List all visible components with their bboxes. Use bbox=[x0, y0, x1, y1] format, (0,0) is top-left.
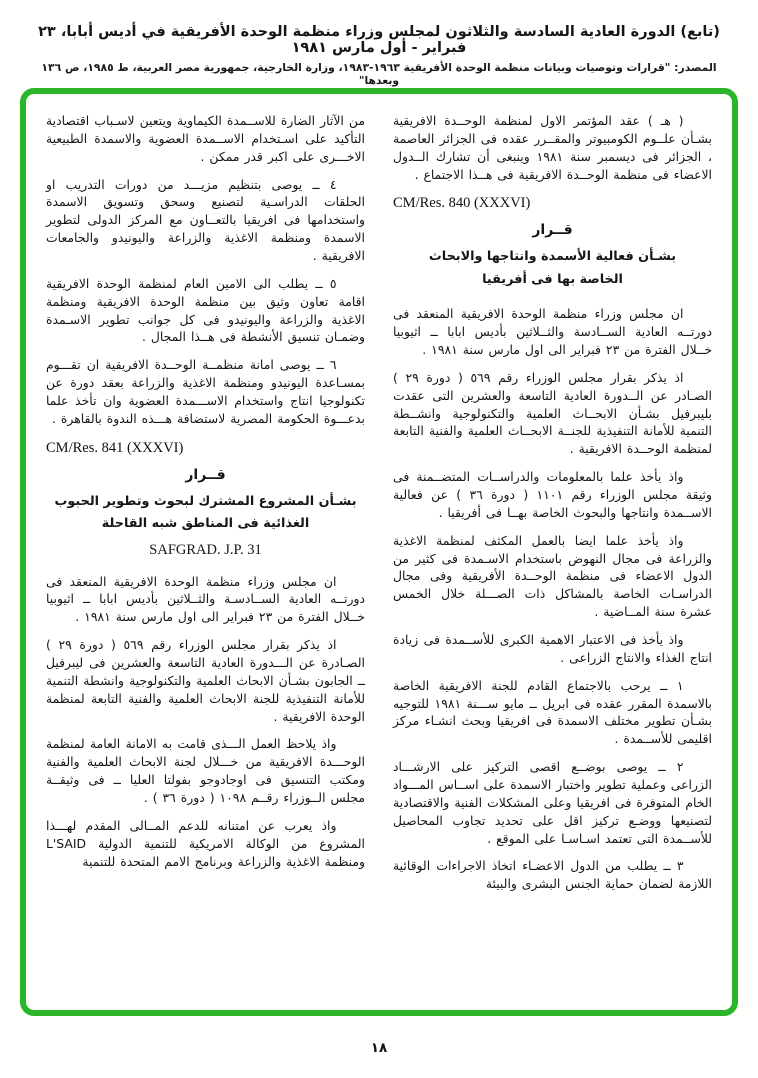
paragraph: واذ يأخذ علما ايضا بالعمل المكثف لمنظمة الاغذية والزراعة فى مجال النهوض باستخدام الاسـمدة فى كثير من الدول الاعضاء فى منظمة الوحــدة الأفريقية وفى مجال الدراسـات الخاصة بالمشاكل ذات الصـــلة خلال الخمس عشرة سنة المــاضية . bbox=[393, 532, 712, 620]
paragraph: ان مجلس وزراء منظمة الوحدة الافريقية المنعقد فى دورتــه العادية الســادسـة والثــلاثين بأديس ابابا ــ اثيوبيا خــلال الفترة من ٢٣ فبراير الى اول مارس سنة ١٩٨١ . bbox=[46, 573, 365, 625]
paragraph: اذ يذكر بقرار مجلس الوزراء رقم ٥٦٩ ( دورة ٢٩ ) الصـادر عن الــدورة العادية التاسعة والعشرين التى عقدت بليبرفيل بشـأن الابحــاث العلمية والتكنولوجية وانشــطة التنمية للأمانة التنفيذية للجنــة الابحــاث العلمية والفنية التابعة لمنظمة الوحــدة الافريقية . bbox=[393, 369, 712, 457]
header-session-title: (تابع) الدورة العادية السادسة والثلاثون لمجلس وزراء منظمة الوحدة الأفريقية في أديس أبابا، ٢٣ فبراير - أول مارس ١٩٨١ bbox=[38, 24, 720, 56]
resolution-title: قــرار bbox=[185, 466, 226, 483]
resolution-subtitle-line1: بشـأن فعالية الأسمدة وانتاجها والابحاث bbox=[428, 249, 677, 265]
resolution-title: قــرار bbox=[532, 222, 573, 239]
resolution-841-heading bbox=[46, 467, 365, 559]
resolution-subtitle-line2: الغذائية فى المناطق شبه القاحلة bbox=[101, 516, 310, 532]
header-source-line: المصدر: "قرارات وتوصيات وبيانات منظمة الوحدة الأفريقية ١٩٦٣-١٩٨٣، وزارة الخارجية، جمهورية مصر العربية، ط ١٩٨٥، ص ١٣٦ وبعدها" bbox=[41, 61, 717, 87]
page-number: ١٨ bbox=[370, 1040, 388, 1056]
content-border-box bbox=[20, 88, 738, 1016]
resolution-ref-840: CM/Res. 840 (XXXVI) bbox=[393, 195, 531, 212]
paragraph-numbered-2: ٢ ــ يوصى بوضــع اقصى التركيز على الارشـــاد الزراعى وعملية تطوير واختبار الاسمدة على اســاس المـــواد الخام المتوفرة فى افريقيا وعلى المشكلات الفنية والاقتصادية لتصنيعها ووضـع تركيز اقل على تحديد تجاوب المحاصيل للأســمدة التى تعتمد اسـاسـا على الموقع . bbox=[393, 759, 712, 846]
paragraph: ان مجلس وزراء منظمة الوحدة الافريقية المنعقد فى دورتــه العادية الســادسة والثــلاثين بأديس ابابا ــ اثيوبيا خــلال الفترة من ٢٣ فبراير الى اول مارس سنة ١٩٨١ . bbox=[393, 306, 712, 357]
paragraph-continuation: من الآثار الضارة للاســمدة الكيماوية ويتعين لاسـباب اقتصادية التأكيد على اسـتخدام الاســمدة العضوية والاسمدة الطبيعية الاخـــرى على اكبر قدر ممكن . bbox=[46, 113, 365, 164]
paragraph-numbered-4: ٤ ــ يوصى بتنظيم مزيـــد من دورات التدريب او الحلقات الدراسـية لتصنيع وسحق وتسويق الاسمدة واستخدامها فى افريقيا بالتعــاون مع المركز الدولى لتطوير الاسمدة ومنظمة الاغذية والزراعة واليونيدو والجامعات الافريقية . bbox=[46, 176, 365, 264]
paragraph: واذ يأخذ علما بالمعلومات والدراســات المتضــمنة فى وثيقة مجلس الوزراء رقم ١١٠١ ( دورة ٣٦ ) عن فعالية الاســمدة وانتاجها والبحوث الخاصة بهــا فى أفريقيا . bbox=[393, 469, 712, 520]
paragraph: اذ يذكر بقرار مجلس الوزراء رقم ٥٦٩ ( دورة ٢٩ ) الصـادرة عن الـــدورة العادية التاسعة والعشرين فى ليبرفيل ــ الجابون بشـأن الابحاث العلمية والتكنولوجية وانشطة التنمية للأمانة التنفيذية للجنة الابحاث العلمية والفنية التابعة لمنظمة الوحدة الافريقية . bbox=[46, 637, 365, 724]
column-right bbox=[393, 112, 712, 903]
resolution-subtitle-line1: بشـأن المشروع المشترك لبحوث وتطوير الحبوب bbox=[54, 493, 357, 509]
paragraph: واذ يأخذ فى الاعتبار الاهمية الكبرى للأســمدة فى زيادة انتاج الغذاء والانتاج الزراعى . bbox=[393, 631, 712, 665]
paragraph-item-e: ( هـ ) عقد المؤتمر الاول لمنظمة الوحــدة الافريقية بشـأن علــوم الكومبيوتر والمقــرر عقده فى الجزائر العاصمة ، الجزائر فى ديسمبر سنة ١٩٨١ وينبغى أن تشارك الــدول الاعضاء فى منظمة الوحــدة الافريقية فى هــذا الاجتماع . bbox=[393, 113, 713, 182]
page-header bbox=[0, 0, 758, 87]
paragraph-numbered-5: ٥ ــ يطلب الى الامين العام لمنظمة الوحدة الافريقية اقامة تعاون وثيق بين منظمة الوحدة الافريقية ومنظمة الاغذية والزراعة واليونيدو فى كل جوانب تطوير الاسـمدة وضمـان تنسيق الأنشطة فى هــذا المجال . bbox=[46, 275, 365, 345]
resolution-ref-841: CM/Res. 841 (XXXVI) bbox=[46, 439, 184, 456]
two-column-layout bbox=[46, 112, 712, 903]
resolution-subtitle-line2: الخاصة بها فى أفريقيا bbox=[482, 271, 623, 287]
paragraph: واذ يعرب عن امتنانه للدعم المــالى المقدم لهـــذا المشروع من الوكالة الامريكية للتنمية الدولية L'SAID ومنظمة الاغذية والزراعة وبرنامج الامم المتحدة للتنمية bbox=[46, 817, 365, 869]
resolution-project-code: SAFGRAD. J.P. 31 bbox=[149, 541, 262, 558]
column-left bbox=[46, 112, 365, 903]
resolution-840-heading bbox=[393, 222, 712, 291]
paragraph: واذ يلاحظ العمل الـــذى قامت به الامانة العامة لمنظمة الوحـــدة الافريقية من خـــلال لجنة الابحاث العلمية والفنية ومكتب التنسيق فى اوجادوجو بفولتا العليا ــ فى وثيقــة مجلس الــوزراء رقــم ١٠٩٨ ( دورة ٣٦ ) . bbox=[46, 736, 365, 805]
paragraph-numbered-3: ٣ ــ يطلب من الدول الاعضـاء اتخاذ الاجراءات الوقائية اللازمة لضمان حماية الجنس البشرى والبيئة bbox=[393, 858, 712, 892]
paragraph-numbered-1: ١ ــ يرحب بالاجتماع القادم للجنة الافريقية الخاصة بالاسمدة المقرر عقده فى ابريل ــ مايو ســـنة ١٩٨١ للتوجيه بشـأن تطوير مختلف الاسمدة فى افريقيا وبحث انشـاء مركز اقليمى للأســمدة . bbox=[393, 677, 712, 747]
paragraph-numbered-6: ٦ ــ يوصى امانة منظمــة الوحــدة الافريقية ان تقـــوم بمسـاعدة اليونيدو ومنظمة الاغذية والزراعة بعقد دورة عن تكنولوجيا انتاج واستخدام الاســـمدة العضوية وان تأخذ علما بدعـــوة الحكومة المصرية لاستضافة هـــذه الندوة بالقاهرة . bbox=[46, 357, 365, 426]
